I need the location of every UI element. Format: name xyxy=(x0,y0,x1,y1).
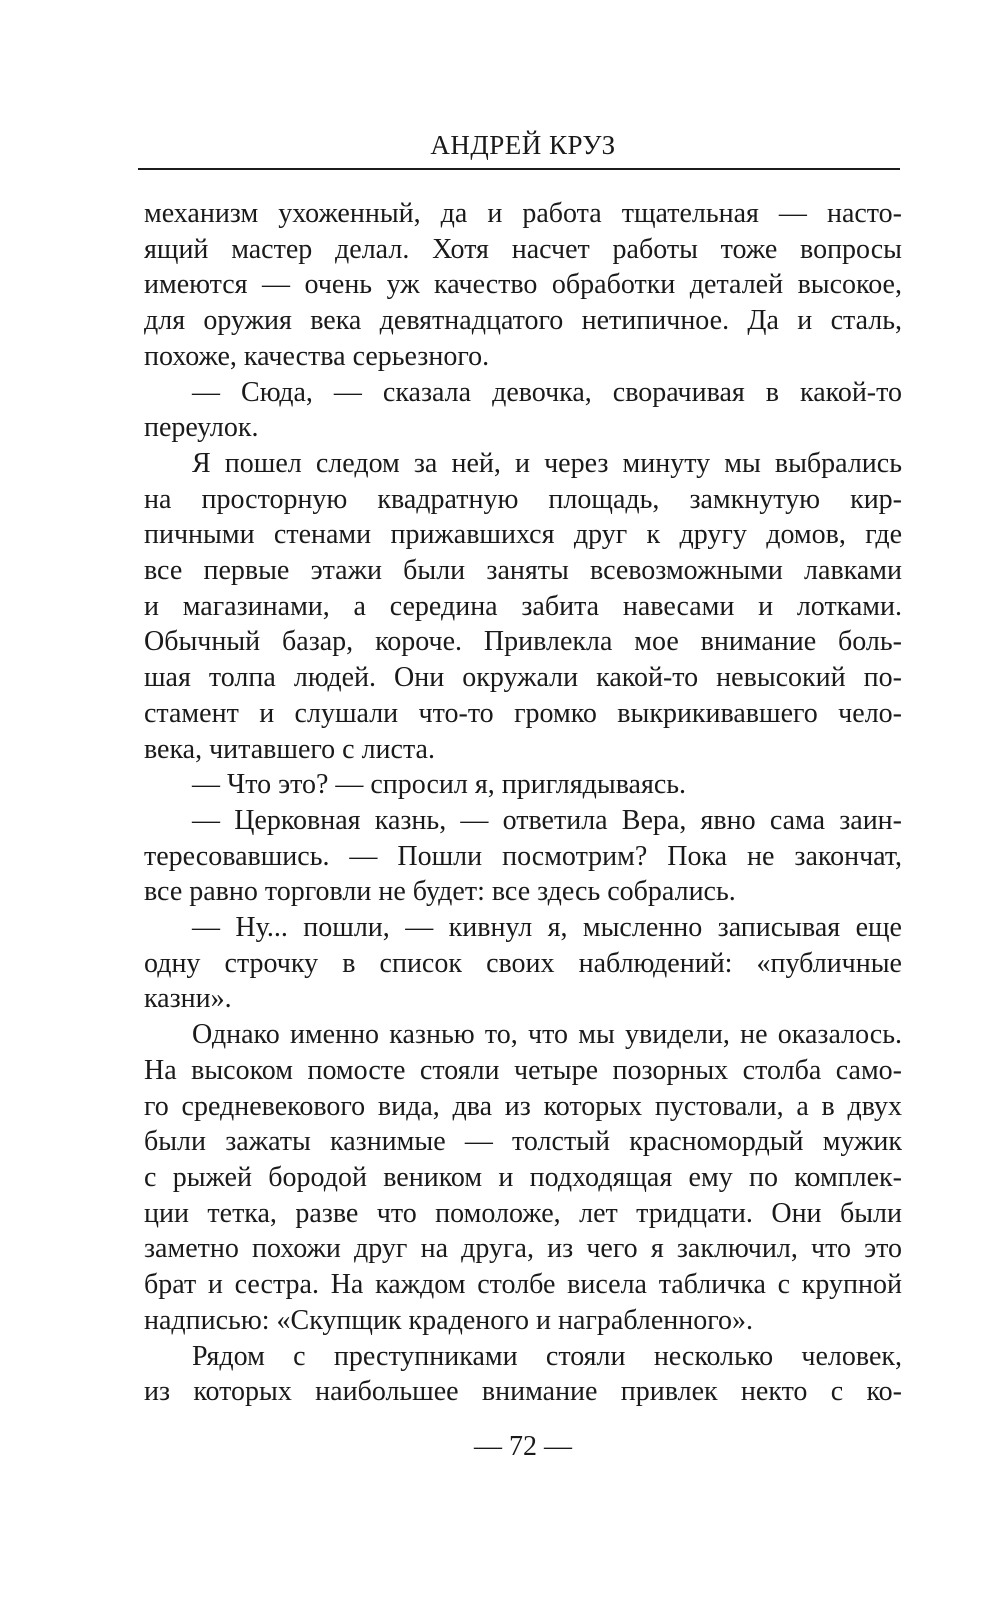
text-line: все первые этажи были заняты всевозможными лавками xyxy=(144,555,902,587)
text-line: — Ну... пошли, — кивнул я, мысленно записывая еще xyxy=(192,912,902,944)
text-line: ящий мастер делал. Хотя насчет работы тоже вопросы xyxy=(144,233,902,265)
text-line: — Сюда, — сказала девочка, сворачивая в какой-то xyxy=(192,376,902,408)
text-line: На высоком помосте стояли четыре позорных столба само- xyxy=(144,1054,902,1086)
text-line: пичными стенами прижавшихся друг к другу домов, где xyxy=(144,519,902,551)
text-line: и магазинами, а середина забита навесами и лотками. xyxy=(144,590,902,622)
running-head-author: АНДРЕЙ КРУЗ xyxy=(430,130,616,160)
text-line: — Что это? — спросил я, приглядываясь. xyxy=(192,769,687,801)
text-line: механизм ухоженный, да и работа тщательная — насто- xyxy=(144,198,902,229)
text-line: похоже, качества серьезного. xyxy=(144,340,490,372)
text-line: Рядом с преступниками стояли несколько человек, xyxy=(192,1340,902,1372)
header-rule xyxy=(138,168,900,170)
text-line: переулок. xyxy=(144,412,259,444)
text-line: века, читавшего с листа. xyxy=(144,733,435,765)
text-line: имеются — очень уж качество обработки деталей высокое, xyxy=(144,269,902,301)
text-line: тересовавшись. — Пошли посмотрим? Пока не закончат, xyxy=(144,840,902,872)
text-line: казни». xyxy=(144,983,232,1015)
text-line: стамент и слушали что-то громко выкрикивавшего чело- xyxy=(144,697,902,729)
text-line: го средневекового вида, два из которых пустовали, а в двух xyxy=(144,1090,902,1122)
text-line: из которых наибольшее внимание привлек некто с ко- xyxy=(144,1376,902,1408)
page-number: — 72 — xyxy=(474,1431,572,1462)
text-line: шая толпа людей. Они окружали какой-то невысокий по- xyxy=(144,662,902,694)
text-line: брат и сестра. На каждом столбе висела табличка с крупной xyxy=(144,1269,902,1301)
text-line: были зажаты казнимые — толстый красномордый мужик xyxy=(144,1126,902,1158)
text-line: на просторную квадратную площадь, замкнутую кир- xyxy=(144,483,902,515)
text-line: — Церковная казнь, — ответила Вера, явно сама заин- xyxy=(192,804,902,836)
text-line: Я пошел следом за ней, и через минуту мы выбрались xyxy=(192,447,902,479)
text-line: с рыжей бородой веником и подходящая ему по комплек- xyxy=(144,1161,902,1193)
text-line: одну строчку в список своих наблюдений: «публичные xyxy=(144,947,902,979)
text-line: ции тетка, разве что помоложе, лет тридцати. Они были xyxy=(144,1197,902,1229)
text-line: все равно торговли не будет: все здесь собрались. xyxy=(144,876,736,908)
text-line: Однако именно казнью то, что мы увидели, не оказалось. xyxy=(192,1019,902,1051)
text-line: для оружия века девятнадцатого нетипичное. Да и сталь, xyxy=(144,305,902,337)
body-text xyxy=(144,196,902,1410)
text-line: Обычный базар, короче. Привлекла мое внимание боль- xyxy=(144,626,902,658)
text-line: надписью: «Скупщик краденого и награбленного». xyxy=(144,1304,754,1336)
text-line: заметно похожи друг на друга, из чего я заключил, что это xyxy=(144,1233,902,1265)
